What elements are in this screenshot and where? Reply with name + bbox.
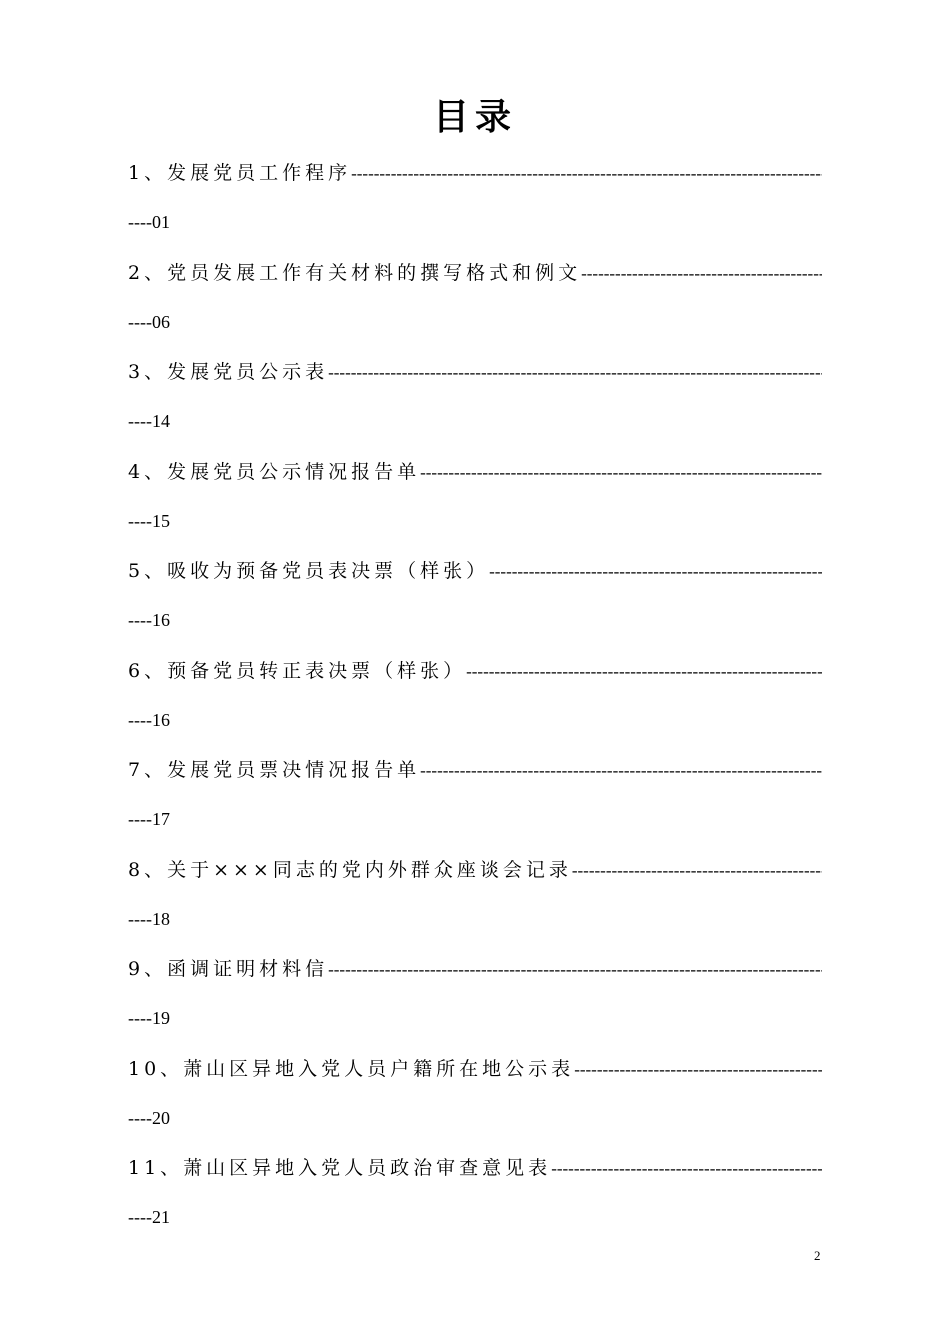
toc-leader — [581, 249, 822, 298]
toc-leader — [351, 149, 822, 198]
toc-page-number: ----17 — [128, 809, 170, 829]
toc-entry[interactable] — [128, 1143, 822, 1243]
toc-entry-title: 5、吸收为预备党员表决票（样张） — [128, 560, 490, 582]
toc-entry-title: 1、发展党员工作程序 — [128, 162, 352, 184]
toc-entry[interactable] — [128, 148, 822, 248]
toc-entry[interactable] — [128, 347, 822, 447]
toc-leader — [466, 647, 822, 696]
toc-entry-title: 9、函调证明材料信 — [128, 958, 329, 980]
toc-entry-title: 3、发展党员公示表 — [128, 361, 329, 383]
toc-page-number: ----18 — [128, 908, 170, 929]
toc-page-number: ----20 — [128, 1107, 170, 1128]
toc-leader — [489, 547, 822, 596]
toc-entry[interactable] — [128, 1044, 822, 1144]
toc-line — [128, 447, 822, 497]
toc-entry[interactable] — [128, 745, 822, 845]
toc-leader — [328, 348, 822, 397]
toc-leader — [551, 1144, 822, 1193]
toc-line — [128, 745, 822, 795]
toc-line — [128, 248, 822, 298]
toc-entry[interactable] — [128, 944, 822, 1044]
toc-page-number: ----16 — [128, 709, 170, 730]
page-title: 目录 — [432, 97, 517, 138]
toc-page-number: ----14 — [128, 411, 170, 431]
toc-page-number: ----01 — [128, 212, 170, 232]
toc-line — [128, 1044, 822, 1094]
toc-page-number: ----15 — [128, 510, 170, 531]
toc-line — [128, 1143, 822, 1193]
toc-page-number: ----19 — [128, 1008, 170, 1028]
page-number: 2 — [814, 1248, 821, 1263]
toc-line — [128, 944, 822, 994]
toc-entry[interactable] — [128, 546, 822, 646]
toc-page-number: ----06 — [128, 311, 170, 332]
table-of-contents — [128, 148, 822, 1243]
toc-leader — [572, 846, 822, 895]
toc-line — [128, 546, 822, 596]
toc-leader — [328, 945, 822, 994]
toc-entry[interactable] — [128, 447, 822, 547]
toc-leader — [420, 746, 822, 795]
toc-entry-title: 7、发展党员票决情况报告单 — [128, 759, 421, 781]
toc-line — [128, 347, 822, 397]
toc-entry-title: 10、萧山区异地入党人员户籍所在地公示表 — [128, 1057, 575, 1080]
toc-entry-title: 4、发展党员公示情况报告单 — [128, 460, 421, 483]
toc-line — [128, 646, 822, 696]
toc-line — [128, 845, 822, 895]
toc-entry-title: 2、党员发展工作有关材料的撰写格式和例文 — [128, 261, 582, 284]
toc-entry-title: 8、关于×××同志的党内外群众座谈会记录 — [128, 858, 572, 881]
toc-entry[interactable] — [128, 646, 822, 746]
toc-line — [128, 148, 822, 198]
toc-entry[interactable] — [128, 248, 822, 348]
toc-leader — [574, 1045, 822, 1094]
toc-leader — [420, 448, 822, 497]
toc-page-number: ----16 — [128, 610, 170, 630]
toc-entry[interactable] — [128, 845, 822, 945]
toc-entry-title: 11、萧山区异地入党人员政治审查意见表 — [128, 1157, 552, 1179]
toc-page-number: ----21 — [128, 1207, 170, 1227]
toc-entry-title: 6、预备党员转正表决票（样张） — [128, 659, 467, 682]
